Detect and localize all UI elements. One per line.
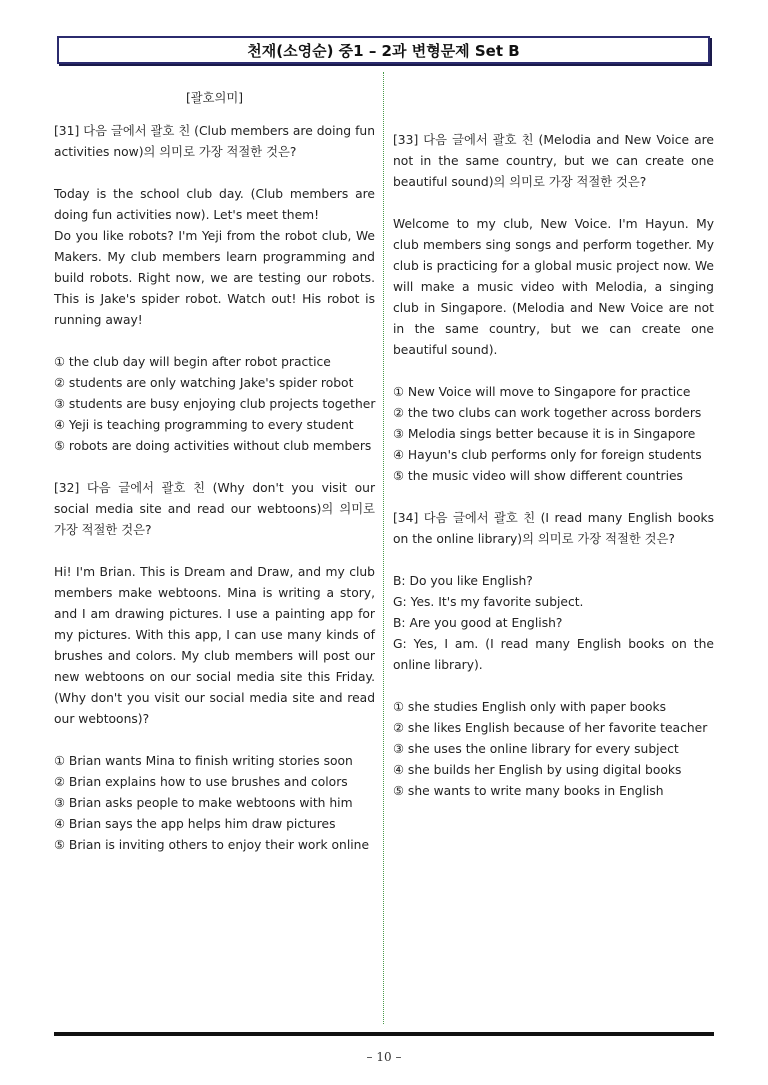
answer-option: ② the two clubs can work together across borders	[393, 406, 702, 420]
passage-paragraph: Today is the school club day. (Club members are doing fun activities now). Let's meet them!	[54, 187, 375, 222]
passage-paragraph: Do you like robots? I'm Yeji from the robot club, We Makers. My club members learn programming and build robots. Right now, we are testing our robots. This is Jake's spider robot. Watch out! His robot is running away!	[54, 229, 375, 327]
question-passage	[54, 184, 375, 331]
question-prompt: [32] 다음 글에서 괄호 친 (Why don't you visit our social media site and read our webtoons)의 의미로 가장 적절한 것은?	[54, 481, 375, 537]
question-32	[54, 478, 375, 856]
left-column	[54, 88, 375, 877]
answer-option: ② she likes English because of her favorite teacher	[393, 721, 708, 735]
question-passage	[54, 562, 375, 730]
column-divider	[383, 72, 384, 1024]
footer-rule	[54, 1032, 714, 1036]
question-34	[393, 508, 714, 802]
answer-option: ⑤ Brian is inviting others to enjoy their work online	[54, 838, 370, 852]
answer-options	[393, 697, 714, 802]
page-number: – 10 –	[366, 1050, 402, 1064]
dialogue-line: B: Are you good at English?	[393, 616, 563, 630]
question-31	[54, 121, 375, 457]
answer-options	[54, 352, 375, 457]
answer-option: ① New Voice will move to Singapore for practice	[393, 385, 691, 399]
answer-option: ③ students are busy enjoying club projects together	[54, 397, 376, 411]
dialogue-line: G: Yes. It's my favorite subject.	[393, 595, 584, 609]
answer-option: ① she studies English only with paper books	[393, 700, 667, 714]
question-prompt: [33] 다음 글에서 괄호 친 (Melodia and New Voice are not in the same country, but we can create one beautiful sound)의 의미로 가장 적절한 것은?	[393, 133, 714, 189]
answer-option: ④ she builds her English by using digital books	[393, 763, 682, 777]
right-column	[393, 130, 714, 823]
answer-option: ⑤ the music video will show different countries	[393, 469, 683, 483]
answer-options	[393, 382, 714, 487]
page-header	[57, 36, 710, 64]
question-passage	[393, 214, 714, 361]
question-passage	[393, 571, 714, 676]
question-33	[393, 130, 714, 487]
answer-option: ③ Brian asks people to make webtoons with him	[54, 796, 353, 810]
answer-option: ④ Brian says the app helps him draw pictures	[54, 817, 336, 831]
page-title: 천재(소영순) 중1 – 2과 변형문제 Set B	[247, 41, 520, 60]
passage-paragraph: Welcome to my club, New Voice. I'm Hayun. My club members sing songs and perform together. My club is practicing for a global music project now. We will make a music video with Melodia, a singing club in Singapore. (Melodia and New Voice are not in the same country, but we can create one beautiful sound).	[393, 217, 714, 357]
answer-option: ① the club day will begin after robot practice	[54, 355, 331, 369]
answer-option: ④ Hayun's club performs only for foreign students	[393, 448, 702, 462]
answer-option: ④ Yeji is teaching programming to every student	[54, 418, 354, 432]
answer-option: ⑤ robots are doing activities without club members	[54, 439, 372, 453]
section-label: [괄호의미]	[185, 91, 244, 105]
answer-option: ③ she uses the online library for every subject	[393, 742, 679, 756]
question-prompt: [31] 다음 글에서 괄호 친 (Club members are doing fun activities now)의 의미로 가장 적절한 것은?	[54, 124, 375, 159]
answer-option: ① Brian wants Mina to finish writing stories soon	[54, 754, 353, 768]
answer-options	[54, 751, 375, 856]
passage-paragraph: Hi! I'm Brian. This is Dream and Draw, and my club members make webtoons. Mina is writing a story, and I am drawing pictures. I use a painting app for my pictures. With this app, I can use many kinds of brushes and colors. My club members will post our new webtoons on our social media site this Friday. (Why don't you visit our social media site and read our webtoons)?	[54, 565, 375, 726]
dialogue-line: B: Do you like English?	[393, 574, 533, 588]
question-prompt: [34] 다음 글에서 괄호 친 (I read many English books on the online library)의 의미로 가장 적절한 것은?	[393, 511, 714, 546]
answer-option: ③ Melodia sings better because it is in Singapore	[393, 427, 696, 441]
dialogue-line: G: Yes, I am. (I read many English books on the online library).	[393, 637, 714, 672]
answer-option: ⑤ she wants to write many books in English	[393, 784, 664, 798]
answer-option: ② students are only watching Jake's spider robot	[54, 376, 354, 390]
answer-option: ② Brian explains how to use brushes and colors	[54, 775, 348, 789]
